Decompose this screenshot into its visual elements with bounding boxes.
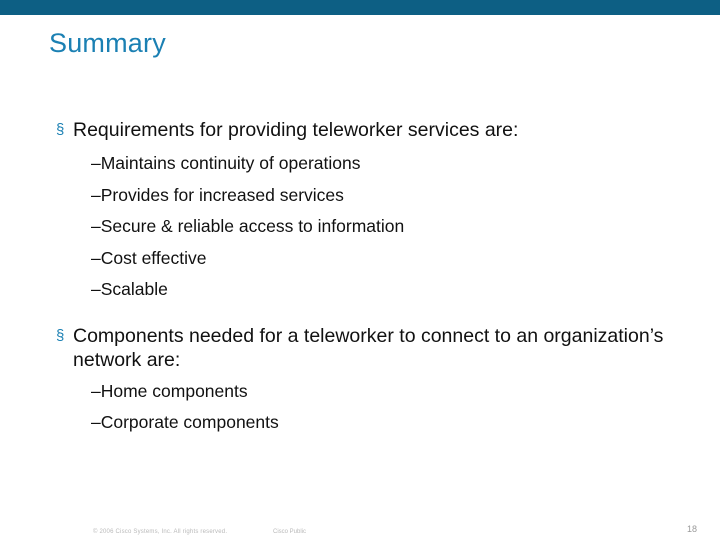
- bullet-text: Components needed for a teleworker to connect to an organization’s network are:: [73, 324, 664, 371]
- bullet-text: Requirements for providing teleworker services are:: [73, 119, 519, 141]
- list-item: –Home components: [91, 380, 248, 401]
- list-item: –Secure & reliable access to information: [91, 216, 405, 236]
- footer-copyright: © 2006 Cisco Systems, Inc. All rights reserved.: [93, 529, 228, 535]
- slide-body: [56, 118, 696, 439]
- list-item: –Cost effective: [91, 247, 207, 268]
- footer-classification: Cisco Public: [273, 529, 307, 535]
- top-banner: [0, 0, 720, 15]
- bullet-components: [56, 324, 696, 372]
- list-item: –Maintains continuity of operations: [91, 153, 361, 173]
- list-item: –Provides for increased services: [91, 184, 344, 205]
- page-number: 18: [686, 524, 697, 534]
- requirements-list: [91, 148, 696, 306]
- bullet-marker-icon: §: [56, 326, 65, 344]
- list-item: –Scalable: [91, 279, 168, 299]
- slide-title: Summary: [49, 28, 166, 58]
- bullet-requirements: [56, 118, 696, 142]
- list-item: –Corporate components: [91, 412, 279, 432]
- components-list: [91, 376, 696, 439]
- bullet-marker-icon: §: [56, 121, 65, 138]
